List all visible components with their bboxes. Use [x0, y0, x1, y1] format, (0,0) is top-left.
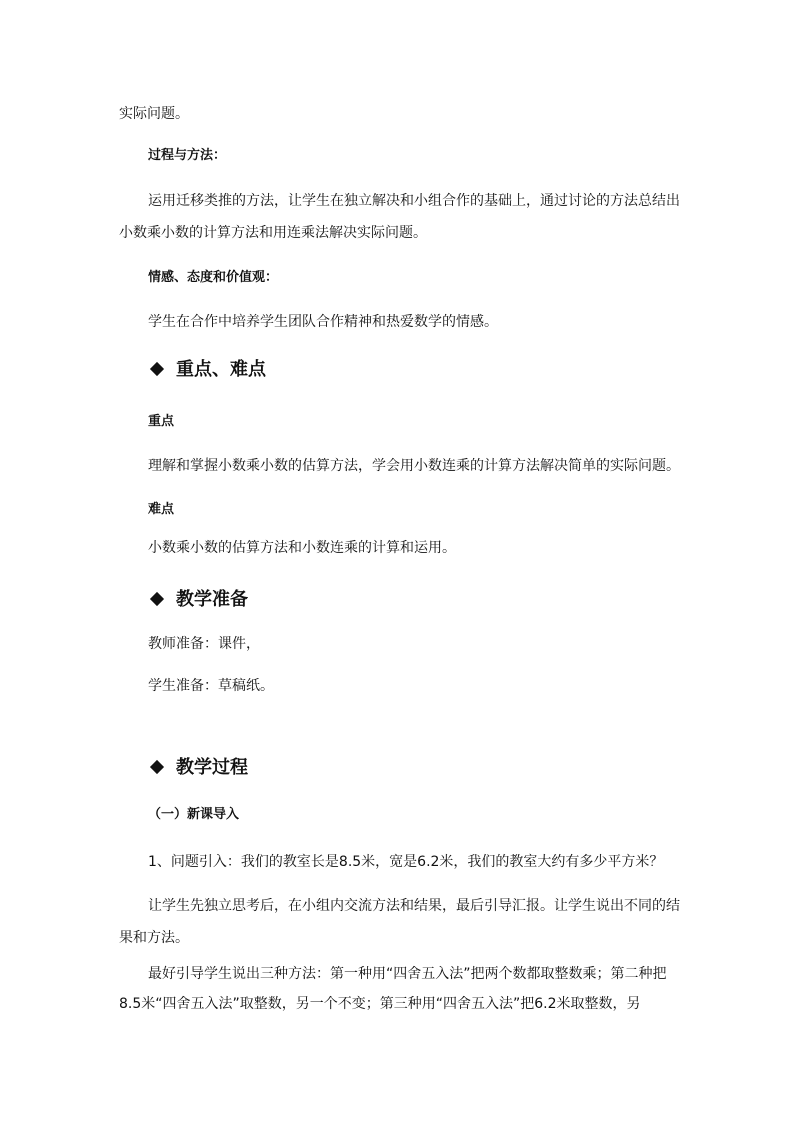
subheading-key: 重点 [148, 414, 175, 429]
text-line: 运用迁移类推的方法，让学生在独立解决和小组合作的基础上，通过讨论的方法总结出 [148, 193, 680, 209]
diamond-icon [150, 592, 164, 606]
text-line: 教师准备：课件， [148, 636, 260, 652]
subheading-emotion: 情感、态度和价值观： [148, 270, 279, 285]
text-line: 让学生先独立思考后，在小组内交流方法和结果，最后引导汇报。让学生说出不同的结 [148, 898, 680, 914]
subheading-intro: （一）新课导入 [148, 807, 240, 822]
text-line: 小数乘小数的估算方法和小数连乘的计算和运用。 [148, 540, 456, 556]
text-line: 学生准备：草稿纸。 [148, 678, 274, 694]
text-line: 果和方法。 [119, 930, 189, 946]
text-line: 最好引导学生说出三种方法：第一种用“四舍五入法”把两个数都取整数乘；第二种把 [148, 966, 667, 982]
text-line: 8.5米“四舍五入法”取整数，另一个不变；第三种用“四舍五入法”把6.2米取整数，另 [119, 996, 641, 1012]
text-line: 1、问题引入：我们的教室长是8.5米，宽是6.2米，我们的教室大约有多少平方米？ [148, 854, 664, 870]
text-line: 实际问题。 [119, 106, 189, 122]
subheading-difficult: 难点 [148, 502, 175, 517]
heading-text: 教学过程 [176, 757, 248, 778]
section-heading-key-difficult [148, 358, 266, 382]
text-line: 理解和掌握小数乘小数的估算方法，学会用小数连乘的计算方法解决简单的实际问题。 [148, 458, 680, 474]
section-heading-process [148, 756, 248, 780]
heading-text: 教学准备 [176, 589, 248, 610]
diamond-icon [150, 362, 164, 376]
subheading-process-methods: 过程与方法： [148, 148, 227, 163]
section-heading-preparation [148, 588, 248, 612]
text-line: 学生在合作中培养学生团队合作精神和热爱数学的情感。 [148, 314, 498, 330]
text-line: 小数乘小数的计算方法和用连乘法解决实际问题。 [119, 225, 427, 241]
heading-text: 重点、难点 [176, 359, 266, 380]
diamond-icon [150, 760, 164, 774]
